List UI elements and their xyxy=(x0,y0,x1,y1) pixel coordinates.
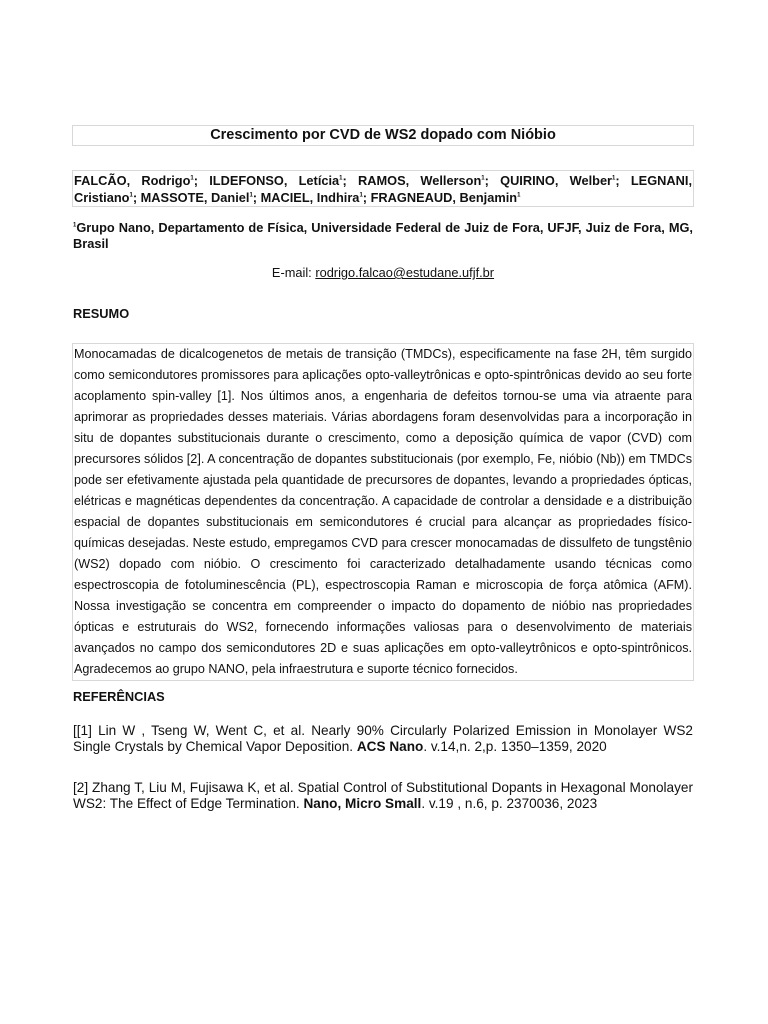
author-name: ILDEFONSO, Letícia xyxy=(209,173,340,188)
reference-journal: Nano, Micro Small xyxy=(303,796,422,811)
author-affiliation-mark: 1 xyxy=(190,175,194,182)
author-name: MACIEL, Indhira xyxy=(260,190,360,205)
author-name: FALCÃO, Rodrigo xyxy=(74,173,191,188)
references-heading: REFERÊNCIAS xyxy=(73,689,165,704)
author-name: RAMOS, Wellerson xyxy=(357,173,482,188)
author-affiliation-mark: 1 xyxy=(612,175,616,182)
author-affiliation-mark: 1 xyxy=(359,192,363,199)
reference-details: . v.19 , n.6, p. 2370036, 2023 xyxy=(421,796,598,811)
reference-item xyxy=(73,780,693,812)
abstract-text: Monocamadas de dicalcogenetos de metais de transição (TMDCs), especificamente na fase 2H, têm surgido como semicondutores promissores para aplicações opto-valleytrônicas e opto-spintrônicas devido ao seu forte acoplamento spin-valley [1]. Nos últimos anos, a engenharia de defeitos tornou-se uma via atraente para aprimorar as propriedades desses materiais. Várias abordagens foram desenvolvidas para a incorporação in situ de dopantes substitucionais durante o crescimento, como a deposição química de vapor (CVD) com precursores sólidos [2]. A concentração de dopantes substitucionais (por exemplo, Fe, nióbio (Nb)) em TMDCs pode ser efetivamente ajustada pela quantidade de precursores de dopantes, levando a propriedades ópticas, elétricas e magnéticas dependentes da concentração. A capacidade de controlar a densidade e a distribuição espacial de dopantes substitucionais em semicondutores é crucial para alcançar as propriedades físico-químicas desejadas. Neste estudo, empregamos CVD para crescer monocamadas de dissulfeto de tungstênio (WS2) dopado com nióbio. O crescimento foi caracterizado detalhadamente usando técnicas como espectroscopia de fotoluminescência (PL), espectroscopia Raman e microscopia de força atômica (AFM). Nossa investigação se concentra em compreender o impacto do dopamento de nióbio nas propriedades ópticas e estruturais do WS2, fornecendo informações valiosas para o desenvolvimento de materiais avançados no campo dos semicondutores 2D e suas aplicações em opto-valleytrônicos e opto-spintrônicos. Agradecemos ao grupo NANO, pela infraestrutura e suporte técnico fornecidos. xyxy=(72,343,694,681)
affiliation-text: Grupo Nano, Departamento de Física, Universidade Federal de Juiz de Fora, UFJF, Juiz de Fora, MG, Brasil xyxy=(73,220,693,251)
author-name: QUIRINO, Welber xyxy=(500,173,613,188)
author-list: FALCÃO, Rodrigo$^1$; ILDEFONSO, Letícia$^1$; RAMOS, Wellerson$^1$; QUIRINO, Welber$^1$; LEGNANI, Cristiano$^1$; MASSOTE, Daniel$^1$; MACIEL, Indhira$^1$; FRAGNEAUD, Benjamin$^1$ xyxy=(72,170,694,207)
reference-citation: [2] Zhang T, Liu M, Fujisawa K, et al. Spatial Control of Substitutional Dopants in Hexagonal Monolayer WS2: The Effect of Edge Termination. xyxy=(73,780,693,811)
author-name: LEGNANI, Cristiano xyxy=(74,173,693,205)
author-affiliation-mark: 1 xyxy=(249,192,253,199)
reference-citation: [[1] Lin W , Tseng W, Went C, et al. Nearly 90% Circularly Polarized Emission in Monolayer WS2 Single Crystals by Chemical Vapor Deposition. xyxy=(73,723,693,754)
affiliation xyxy=(73,220,693,252)
author-affiliation-mark: 1 xyxy=(517,192,521,199)
resumo-heading: RESUMO xyxy=(73,306,130,321)
email-label: E-mail: xyxy=(271,265,312,280)
reference-journal: ACS Nano xyxy=(356,739,424,754)
email-link[interactable]: rodrigo.falcao@estudane.ufjf.br xyxy=(315,265,495,280)
author-name: FRAGNEAUD, Benjamin xyxy=(370,190,518,205)
author-affiliation-mark: 1 xyxy=(129,192,133,199)
email-line xyxy=(73,265,693,281)
author-affiliation-mark: 1 xyxy=(481,175,485,182)
reference-item xyxy=(73,723,693,755)
paper-title: Crescimento por CVD de WS2 dopado com Nióbio xyxy=(72,125,694,146)
author-affiliation-mark: 1 xyxy=(339,175,343,182)
reference-details: . v.14,n. 2,p. 1350–1359, 2020 xyxy=(423,739,607,754)
author-name: MASSOTE, Daniel xyxy=(140,190,250,205)
affiliation-mark: 1 xyxy=(73,222,77,229)
